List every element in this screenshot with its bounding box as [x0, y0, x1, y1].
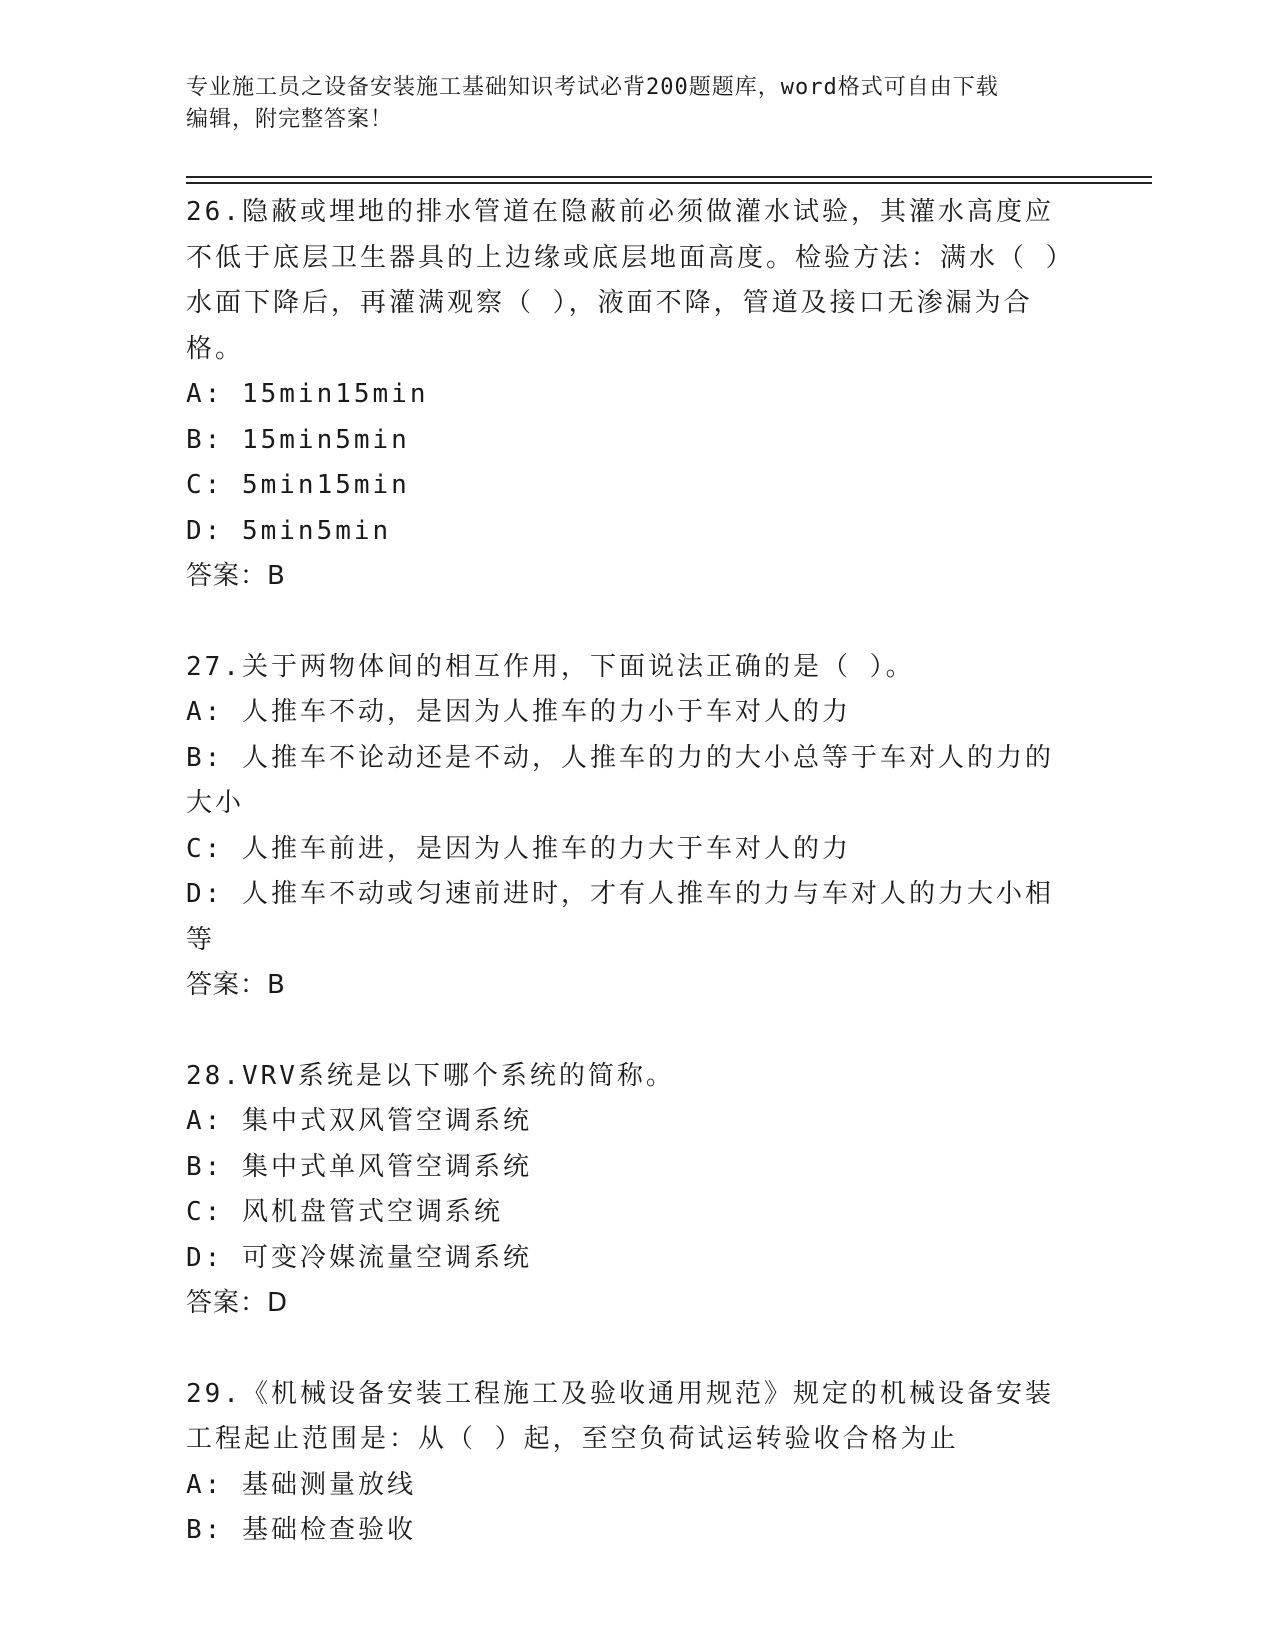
option-d: D: 人推车不动或匀速前进时，才有人推车的力与车对人的力大小相等: [186, 879, 1054, 955]
document-header: [186, 72, 1066, 136]
option-c: C: 人推车前进，是因为人推车的力大于车对人的力: [186, 833, 851, 864]
header-divider-bottom: [186, 182, 1152, 184]
option-d: D: 5min5min: [186, 515, 392, 546]
question-stem: 28.VRV系统是以下哪个系统的简称。: [186, 1060, 675, 1091]
question-stem: 29.《机械设备安装工程施工及验收通用规范》规定的机械设备安装工程起止范围是：从（ ）起，至空负荷试运转验收合格为止: [186, 1378, 1054, 1454]
header-line-2: 编辑，附完整答案！: [186, 107, 394, 132]
question-29: [186, 1372, 1066, 1554]
question-26: [186, 190, 1066, 600]
option-a: A: 15min15min: [186, 379, 429, 409]
answer-line: 答案：D: [186, 1288, 289, 1318]
option-c: C: 5min15min: [186, 470, 410, 500]
question-28: [186, 1054, 1066, 1327]
question-list: [186, 190, 1066, 1599]
option-c: C: 风机盘管式空调系统: [186, 1197, 503, 1227]
option-d: D: 可变冷媒流量空调系统: [186, 1242, 532, 1273]
option-b: B: 人推车不论动还是不动，人推车的力的大小总等于车对人的力的大小: [186, 742, 1054, 818]
answer-line: 答案：B: [186, 561, 286, 591]
option-b: B: 基础检查验收: [186, 1515, 416, 1545]
answer-line: 答案：B: [186, 970, 286, 1000]
option-a: A: 基础测量放线: [186, 1469, 416, 1500]
header-line-1: 专业施工员之设备安装施工基础知识考试必背200题题库，word格式可自由下载: [186, 75, 999, 100]
header-divider-top: [186, 176, 1152, 178]
question-27: [186, 645, 1066, 1009]
option-b: B: 15min5min: [186, 424, 410, 455]
question-stem: 27.关于两物体间的相互作用，下面说法正确的是（ ）。: [186, 651, 915, 682]
option-b: B: 集中式单风管空调系统: [186, 1151, 532, 1182]
option-a: A: 人推车不动，是因为人推车的力小于车对人的力: [186, 697, 851, 727]
question-stem: 26.隐蔽或埋地的排水管道在隐蔽前必须做灌水试验，其灌水高度应不低于底层卫生器具的上边缘或底层地面高度。检验方法：满水（ ）水面下降后，再灌满观察（ ），液面不降，管道及接口无渗漏为合格。: [186, 197, 1062, 364]
option-a: A: 集中式双风管空调系统: [186, 1106, 532, 1136]
